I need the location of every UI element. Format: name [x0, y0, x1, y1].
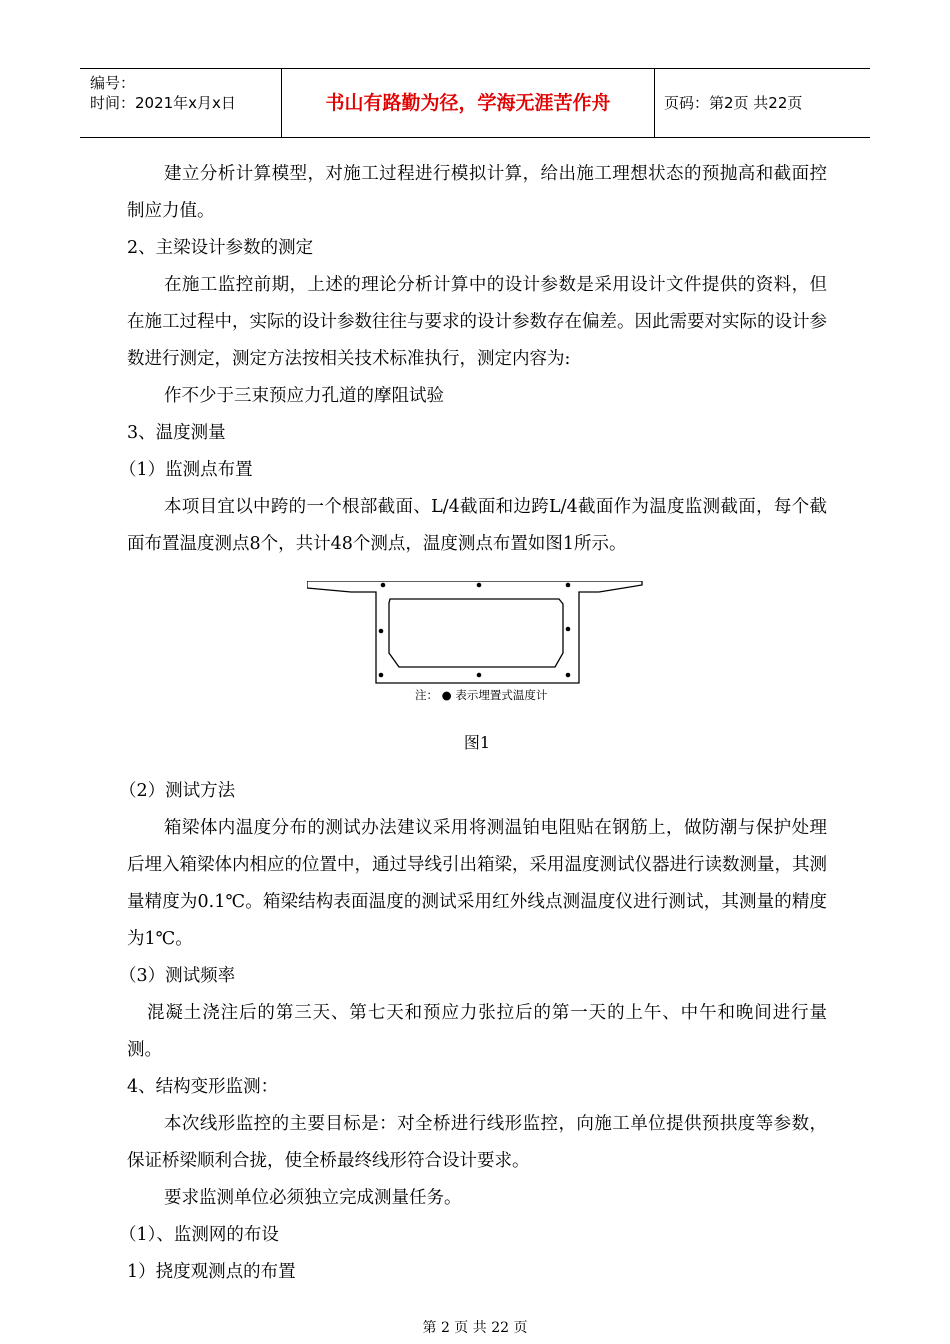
page-header: [80, 68, 870, 138]
document-date: 时间：2021年x月x日: [90, 94, 236, 112]
page-footer: 第 2 页 共 22 页: [422, 1320, 528, 1336]
paragraph: 本次线形监控的主要目标是：对全桥进行线形监控，向施工单位提供预拱度等参数，保证桥梁顺利合拢，使全桥最终线形符合设计要求。: [127, 1114, 827, 1171]
figure-box-girder-section: [127, 563, 827, 713]
box-girder-diagram: [307, 581, 643, 685]
subsection-heading: （2）测试方法: [119, 781, 236, 801]
subsection-heading: （1）、监测网的布设: [119, 1225, 279, 1245]
section-heading: 4、结构变形监测：: [127, 1077, 279, 1097]
temperature-sensor-points: [379, 583, 571, 678]
paragraph: 在施工监控前期，上述的理论分析计算中的设计参数是采用设计文件提供的资料，但在施工过程中，实际的设计参数往往与要求的设计参数存在偏差。因此需要对实际的设计参数进行测定，测定方法按相关技术标准执行，测定内容为:: [127, 275, 827, 369]
figure-note: 注： ● 表示埋置式温度计: [415, 688, 548, 702]
document-body: [119, 156, 827, 1291]
paragraph: 箱梁体内温度分布的测试办法建议采用将测温铂电阻贴在钢筋上，做防潮与保护处理后埋入箱梁体内相应的位置中，通过导线引出箱梁，采用温度测试仪器进行读数测量，其测量精度为0.1℃。箱梁结构表面温度的测试采用红外线点测温度仪进行测试，其测量的精度为1℃。: [127, 818, 827, 949]
document-number: 编号：: [90, 74, 136, 92]
subsection-heading: （1）监测点布置: [119, 460, 253, 480]
subsection-heading: 1）挠度观测点的布置: [127, 1262, 296, 1282]
paragraph: 混凝土浇注后的第三天、第七天和预应力张拉后的第一天的上午、中午和晚间进行量测。: [127, 1003, 827, 1060]
subsection-heading: （3）测试频率: [119, 966, 236, 986]
section-heading: 3、温度测量: [127, 423, 226, 443]
paragraph: 本项目宜以中跨的一个根部截面、L/4截面和边跨L/4截面作为温度监测截面，每个截面布置温度测点8个，共计48个测点，温度测点布置如图1所示。: [127, 497, 827, 554]
figure-caption: 图1: [463, 733, 491, 752]
header-page-number: 页码：第2页 共22页: [664, 94, 803, 112]
paragraph: 建立分析计算模型，对施工过程进行模拟计算，给出施工理想状态的预抛高和截面控制应力值。: [127, 164, 827, 221]
section-heading: 2、主梁设计参数的测定: [127, 238, 314, 258]
header-meta: [80, 69, 282, 137]
header-motto: 书山有路勤为径，学海无涯苦作舟: [282, 69, 655, 137]
paragraph: 作不少于三束预应力孔道的摩阻试验: [164, 386, 444, 406]
paragraph: 要求监测单位必须独立完成测量任务。: [164, 1188, 462, 1208]
